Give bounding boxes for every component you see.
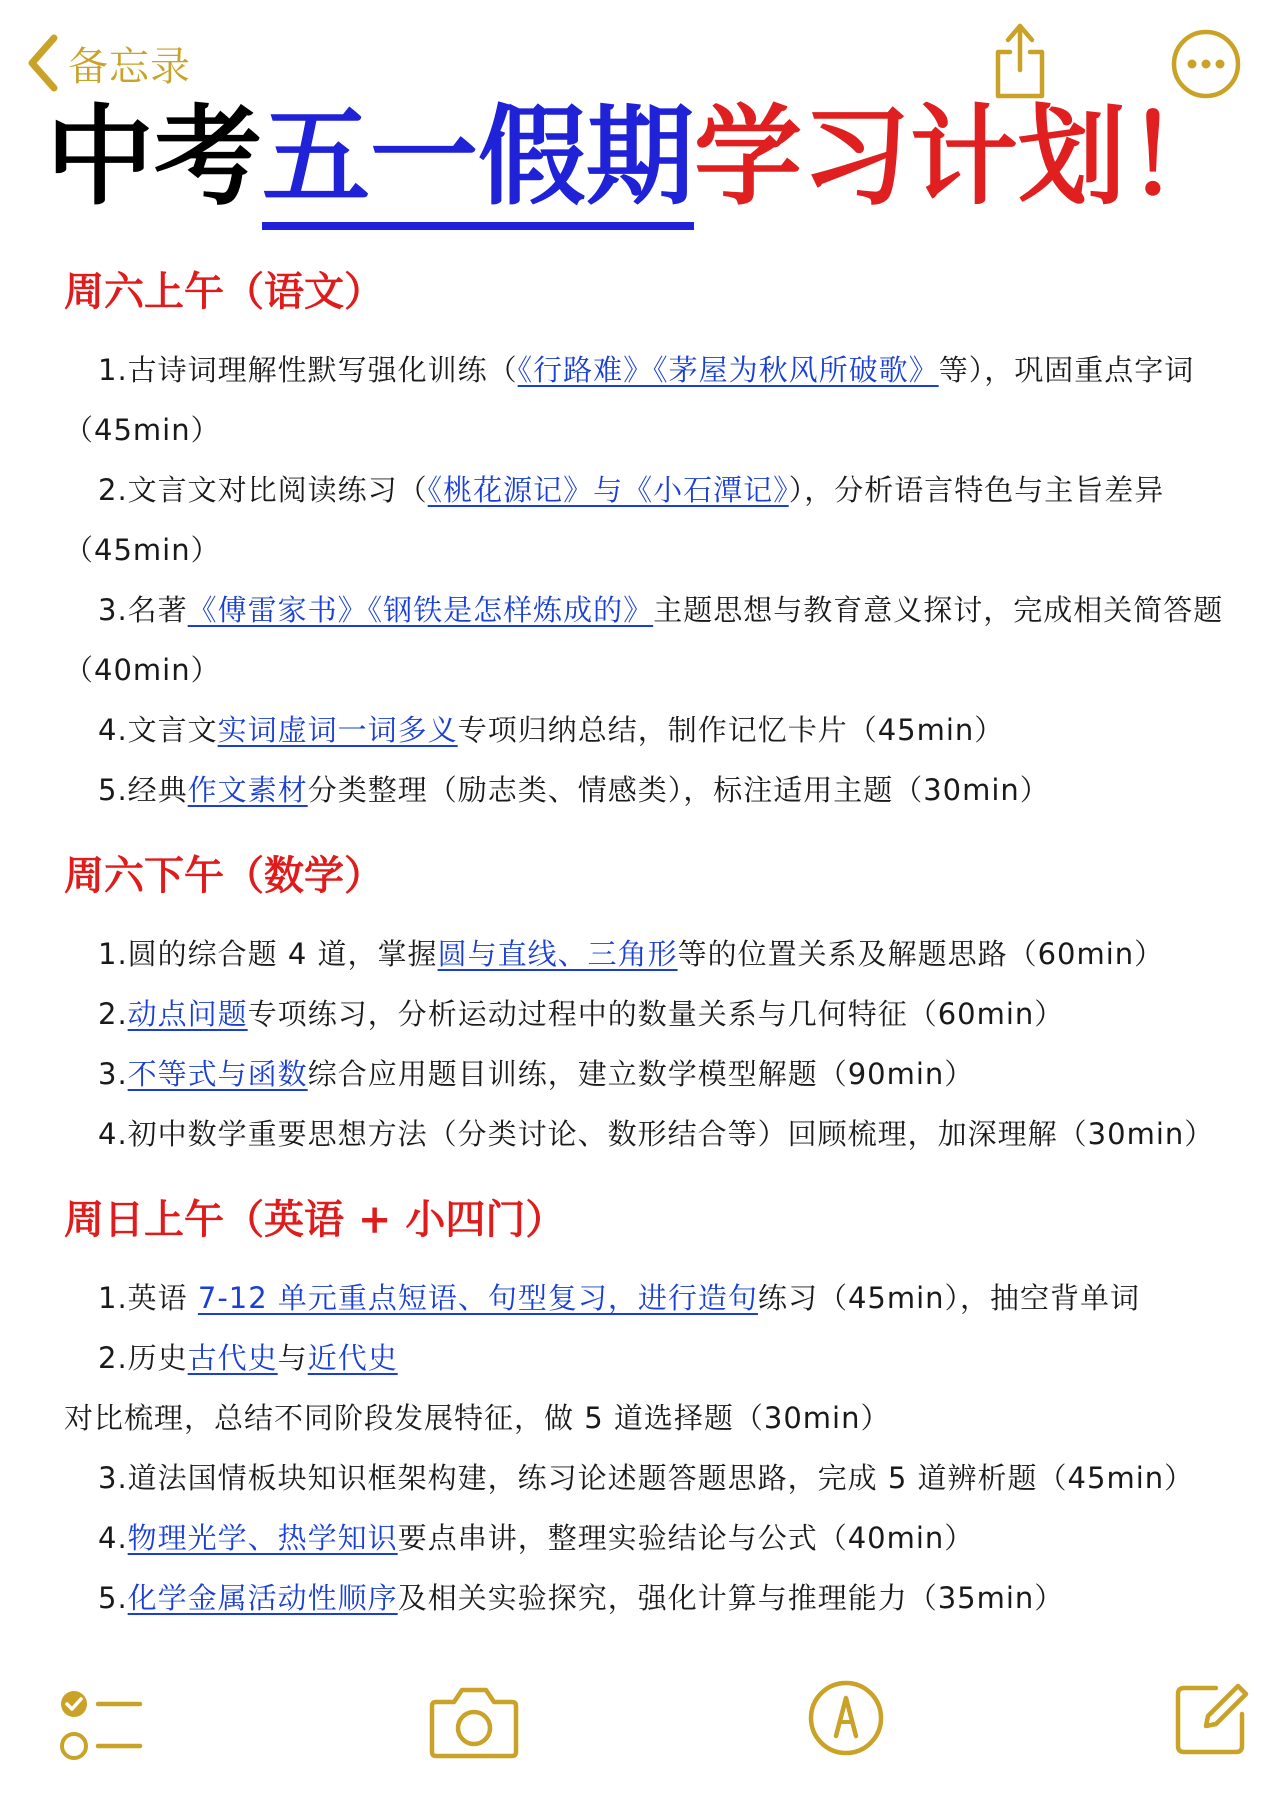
share-icon	[990, 20, 1050, 100]
compose-icon	[1172, 1674, 1252, 1758]
link[interactable]: 《桃花源记》与《小石潭记》	[427, 473, 789, 507]
note-title	[0, 92, 1280, 222]
link[interactable]: 《傅雷家书》《钢铁是怎样炼成的》	[187, 593, 654, 627]
bottom-toolbar	[0, 1660, 1280, 1810]
link[interactable]: 圆与直线、三角形	[437, 937, 678, 971]
checklist-icon	[56, 1678, 146, 1768]
back-button[interactable]	[26, 32, 191, 94]
link[interactable]: 作文素材	[187, 773, 308, 807]
title-part-3: 学习计划！	[694, 94, 1235, 220]
list-item: 2.文言文对比阅读练习（《桃花源记》与《小石潭记》），分析语言特色与主旨差异（45min）	[64, 473, 1165, 567]
link[interactable]: 近代史	[307, 1341, 398, 1375]
link[interactable]: 化学金属活动性顺序	[127, 1581, 398, 1615]
link[interactable]: 不等式与函数	[127, 1057, 308, 1091]
section-heading: 周六下午（数学）	[64, 852, 384, 899]
list-item: 4.物理光学、热学知识要点串讲，整理实验结论与公式（40min）	[98, 1521, 975, 1555]
link[interactable]: 物理光学、热学知识	[127, 1521, 398, 1555]
more-icon	[1170, 28, 1242, 100]
list-item: 2.动点问题专项练习，分析运动过程中的数量关系与几何特征（60min）	[98, 997, 1065, 1031]
list-item: 5.经典作文素材分类整理（励志类、情感类），标注适用主题（30min）	[98, 773, 1050, 807]
section-heading: 周六上午（语文）	[64, 268, 384, 315]
title-part-1: 中考	[45, 94, 262, 220]
back-label: 备忘录	[68, 43, 191, 90]
link[interactable]: 7-12 单元重点短语、句型复习，进行造句	[197, 1281, 758, 1315]
camera-button[interactable]	[428, 1682, 520, 1766]
chevron-left-icon	[26, 32, 60, 94]
camera-icon	[428, 1682, 520, 1762]
note-body[interactable]	[64, 262, 1224, 1628]
link[interactable]: 古代史	[187, 1341, 278, 1375]
list-item: 3.不等式与函数综合应用题目训练，建立数学模型解题（90min）	[98, 1057, 975, 1091]
link[interactable]: 实词虚词一词多义	[217, 713, 458, 747]
checklist-button[interactable]	[56, 1678, 146, 1772]
list-item: 1.英语 7-12 单元重点短语、句型复习，进行造句练习（45min），抽空背单词	[98, 1281, 1141, 1315]
link[interactable]: 《行路难》《茅屋为秋风所破歌》	[517, 353, 939, 387]
list-item: 3.道法国情板块知识框架构建，练习论述题答题思路，完成 5 道辨析题（45min）	[98, 1461, 1195, 1495]
title-part-2: 五一假期	[262, 94, 694, 230]
list-item: 3.名著《傅雷家书》《钢铁是怎样炼成的》主题思想与教育意义探讨，完成相关简答题（40min）	[64, 593, 1224, 687]
list-item: 5.化学金属活动性顺序及相关实验探究，强化计算与推理能力（35min）	[98, 1581, 1065, 1615]
compose-button[interactable]	[1172, 1674, 1252, 1762]
list-item: 2.历史古代史与近代史对比梳理，总结不同阶段发展特征，做 5 道选择题（30min）	[64, 1341, 891, 1435]
section-heading: 周日上午（英语 + 小四门）	[64, 1196, 566, 1243]
list-item: 4.文言文实词虚词一词多义专项归纳总结，制作记忆卡片（45min）	[98, 713, 1005, 747]
markup-button[interactable]	[806, 1678, 886, 1762]
list-item: 1.古诗词理解性默写强化训练（《行路难》《茅屋为秋风所破歌》等），巩固重点字词（45min）	[64, 353, 1195, 447]
pen-markup-icon	[806, 1678, 886, 1758]
link[interactable]: 动点问题	[127, 997, 248, 1031]
list-item: 1.圆的综合题 4 道，掌握圆与直线、三角形等的位置关系及解题思路（60min）	[98, 937, 1165, 971]
list-item: 4.初中数学重要思想方法（分类讨论、数形结合等）回顾梳理，加深理解（30min）	[98, 1117, 1215, 1151]
